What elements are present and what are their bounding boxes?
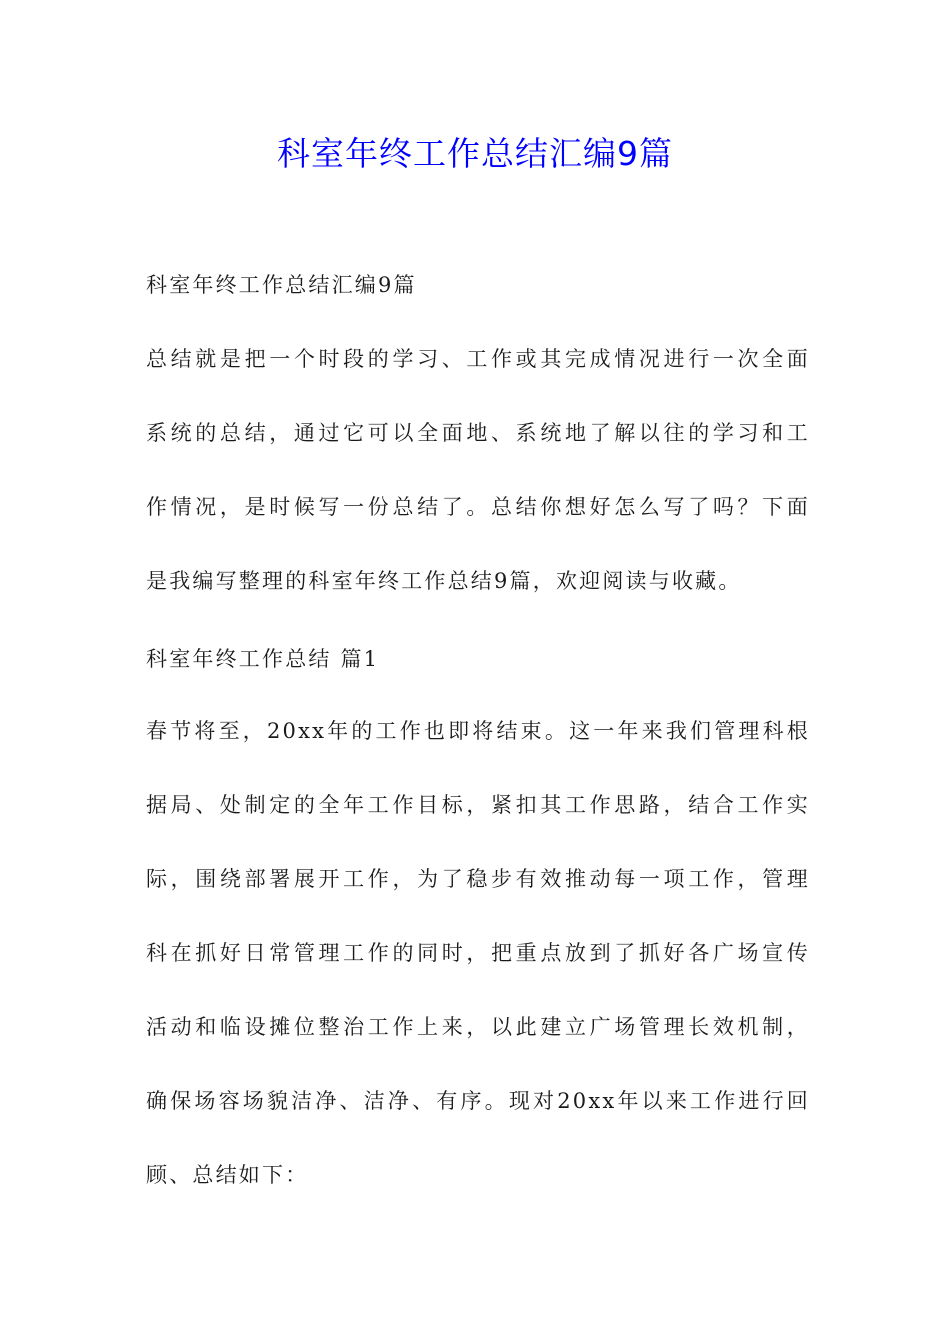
paragraph-line: 据局、处制定的全年工作目标，紧扣其工作思路，结合工作实 [146,793,810,817]
paragraph-line: 科在抓好日常管理工作的同时，把重点放到了抓好各广场宣传 [146,941,810,965]
document-title: 科室年终工作总结汇编9篇 [277,134,673,173]
paragraph-line: 确保场容场貌洁净、洁净、有序。现对20xx年以来工作进行回 [146,1089,810,1113]
section-heading: 科室年终工作总结 篇1 [146,647,380,671]
paragraph-line: 活动和临设摊位整治工作上来，以此建立广场管理长效机制， [146,1015,810,1039]
paragraph-line: 顾、总结如下： [146,1163,309,1187]
paragraph-line: 际，围绕部署展开工作，为了稳步有效推动每一项工作，管理 [146,867,810,891]
paragraph-line: 系统的总结，通过它可以全面地、系统地了解以往的学习和工 [146,421,810,445]
paragraph-line: 总结就是把一个时段的学习、工作或其完成情况进行一次全面 [146,347,810,371]
subtitle-line: 科室年终工作总结汇编9篇 [146,273,417,297]
paragraph-line: 春节将至，20xx年的工作也即将结束。这一年来我们管理科根 [146,719,810,743]
paragraph-line: 是我编写整理的科室年终工作总结9篇，欢迎阅读与收藏。 [146,569,742,593]
paragraph-line: 作情况，是时候写一份总结了。总结你想好怎么写了吗？下面 [146,495,810,519]
